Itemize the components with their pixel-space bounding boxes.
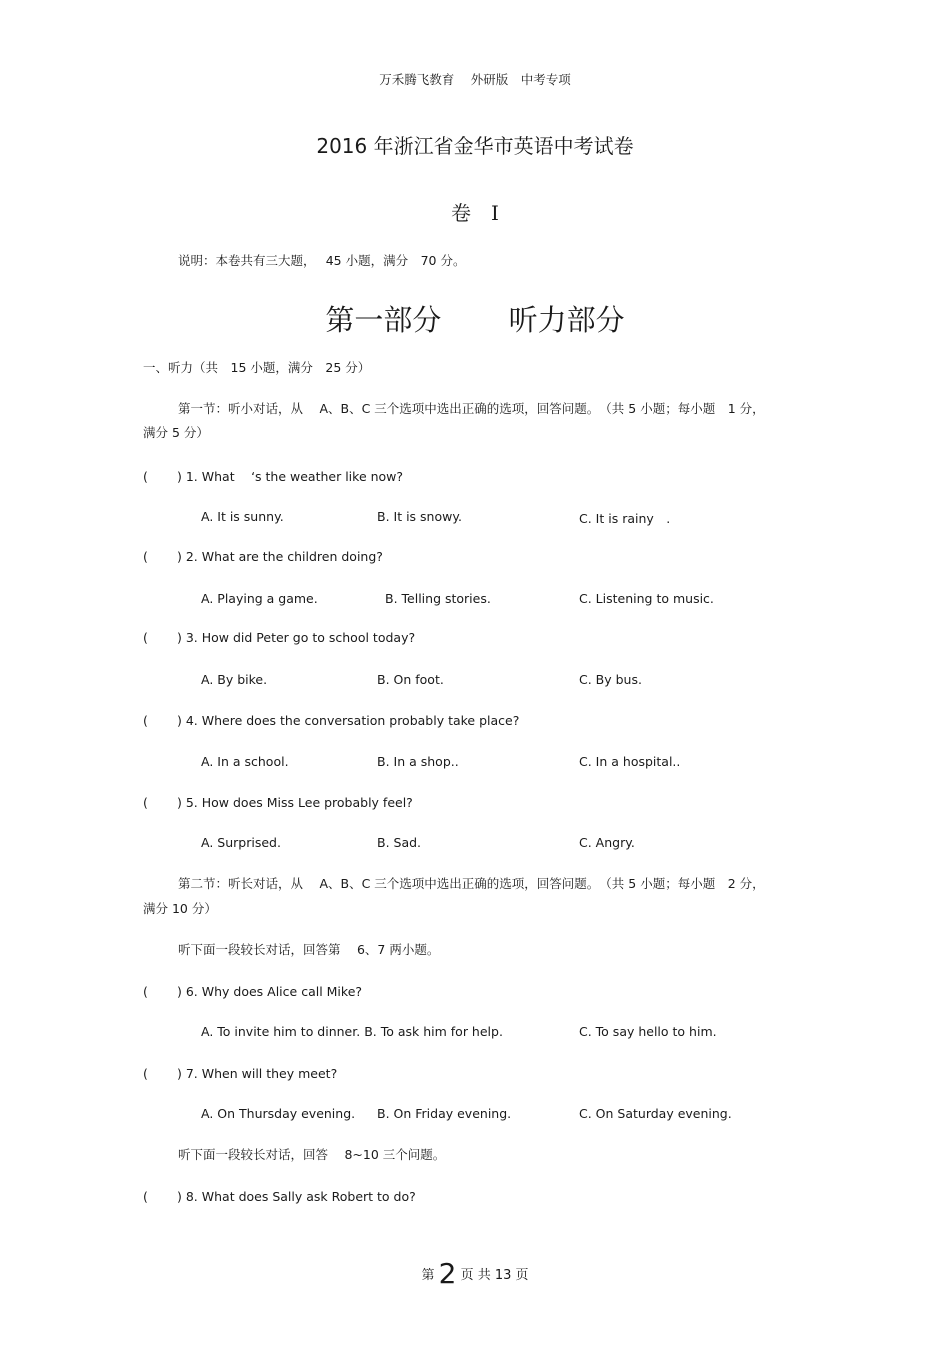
option-b: B. On Friday evening. bbox=[377, 1106, 512, 1121]
answer-paren: ( bbox=[143, 549, 148, 564]
question-1 bbox=[143, 467, 403, 485]
question-text: ) 3. How did Peter go to school today? bbox=[177, 630, 416, 645]
page-header: 万禾腾飞教育 外研版 中考专项 bbox=[379, 72, 571, 87]
option-a: A. In a school. bbox=[201, 754, 289, 769]
option-c: C. In a hospital.. bbox=[579, 754, 681, 769]
option-a: A. Surprised. bbox=[201, 835, 281, 850]
option-b: B. It is snowy. bbox=[377, 509, 462, 524]
section-heading: 一、听力（共 15 小题，满分 25 分） bbox=[143, 360, 371, 375]
option-c: C. On Saturday evening. bbox=[579, 1106, 732, 1121]
question-text: ) 8. What does Sally ask Robert to do? bbox=[177, 1189, 416, 1204]
footer-suffix: 页 共 13 页 bbox=[460, 1268, 529, 1283]
question-text: ) 4. Where does the conversation probably take place? bbox=[177, 713, 520, 728]
page-footer bbox=[0, 1258, 950, 1292]
question-text: ) 1. What ‘s the weather like now? bbox=[177, 469, 404, 484]
answer-paren: ( bbox=[143, 469, 148, 484]
option-b: B. Sad. bbox=[377, 835, 422, 850]
question-8 bbox=[143, 1189, 416, 1204]
page-number: 2 bbox=[438, 1257, 457, 1290]
option-c: C. To say hello to him. bbox=[579, 1024, 717, 1039]
volume-label: 卷 I bbox=[451, 201, 499, 225]
option-a: A. By bike. bbox=[201, 672, 268, 687]
option-b: B. In a shop.. bbox=[377, 754, 459, 769]
question-5 bbox=[143, 795, 413, 810]
question-6 bbox=[143, 984, 362, 999]
subsection1-line1: 第一节：听小对话，从 A、B、C 三个选项中选出正确的选项，回答问题。 （共 5 小题；每小题 1 分， bbox=[178, 401, 765, 416]
question-7 bbox=[143, 1066, 337, 1081]
answer-paren: ( bbox=[143, 713, 148, 728]
subsection2-line1: 第二节：听长对话，从 A、B、C 三个选项中选出正确的选项，回答问题。 （共 5 小题；每小题 2 分， bbox=[178, 876, 765, 891]
subsection2-line2: 满分 10 分） bbox=[143, 901, 217, 916]
option-a: A. It is sunny. bbox=[201, 509, 284, 524]
question-text: ) 5. How does Miss Lee probably feel? bbox=[177, 795, 413, 810]
answer-paren: ( bbox=[143, 795, 148, 810]
question-text: ) 2. What are the children doing? bbox=[177, 549, 383, 564]
option-c: C. Listening to music. bbox=[579, 591, 714, 606]
answer-paren: ( bbox=[143, 1189, 148, 1204]
option-a: A. On Thursday evening. bbox=[201, 1106, 356, 1121]
option-c: C. Angry. bbox=[579, 835, 635, 850]
exam-title: 2016 年浙江省金华市英语中考试卷 bbox=[316, 134, 634, 158]
option-c: C. By bus. bbox=[579, 672, 642, 687]
option-b: B. On foot. bbox=[377, 672, 444, 687]
part-title: 第一部分 听力部分 bbox=[325, 303, 625, 337]
question-3 bbox=[143, 630, 415, 645]
option-a: A. Playing a game. bbox=[201, 591, 318, 606]
note-6-7: 听下面一段较长对话，回答第 6、7 两小题。 bbox=[178, 942, 440, 957]
subsection1-line2: 满分 5 分） bbox=[143, 425, 209, 440]
option-b: B. Telling stories. bbox=[385, 591, 491, 606]
instructions: 说明：本卷共有三大题， 45 小题，满分 70 分。 bbox=[178, 253, 466, 268]
footer-prefix: 第 bbox=[421, 1268, 435, 1283]
option-c: C. It is rainy . bbox=[579, 511, 671, 526]
question-text: ) 7. When will they meet? bbox=[177, 1066, 338, 1081]
answer-paren: ( bbox=[143, 984, 148, 999]
answer-paren: ( bbox=[143, 1066, 148, 1081]
note-8-10: 听下面一段较长对话，回答 8~10 三个问题。 bbox=[178, 1147, 446, 1162]
answer-paren: ( bbox=[143, 630, 148, 645]
question-4 bbox=[143, 713, 519, 728]
question-2 bbox=[143, 549, 383, 564]
option-a-b: A. To invite him to dinner. B. To ask him for help. bbox=[201, 1024, 503, 1039]
question-text: ) 6. Why does Alice call Mike? bbox=[177, 984, 363, 999]
